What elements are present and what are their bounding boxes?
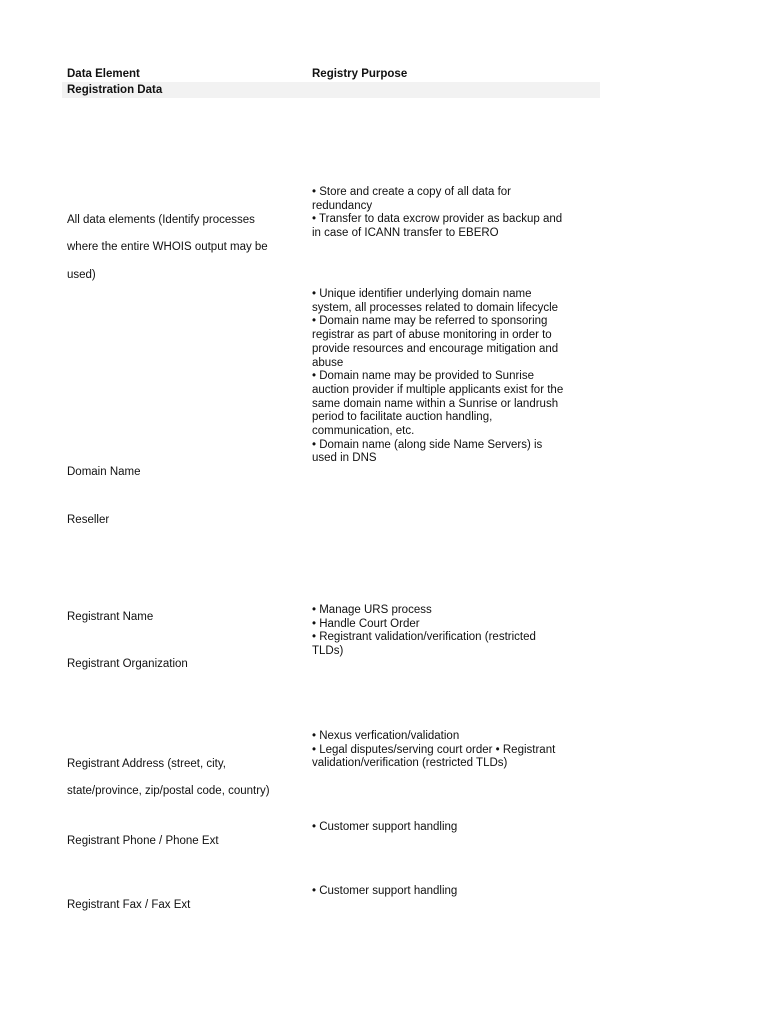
purpose-line: TLDs) — [312, 645, 344, 658]
purpose-cell — [312, 730, 602, 771]
purpose-line: period to facilitate auction handling, — [312, 411, 493, 424]
purpose-line: • Handle Court Order — [312, 617, 420, 630]
element-cell — [67, 452, 302, 493]
element-cell — [67, 744, 302, 813]
purpose-line: • Manage URS process — [312, 604, 432, 616]
purpose-cell — [312, 885, 602, 899]
purpose-line: validation/verification (restricted TLDs) — [312, 757, 508, 770]
element-line: Registrant Phone / Phone Ext — [67, 834, 219, 847]
element-line: Registrant Address (street, city, — [67, 757, 226, 770]
purpose-line: • Transfer to data excrow provider as backup and — [312, 213, 563, 226]
purpose-line: provide resources and encourage mitigation and — [312, 342, 559, 355]
element-line: Domain Name — [67, 465, 141, 478]
element-cell — [67, 200, 302, 296]
element-line: All data elements (Identify processes — [67, 213, 255, 226]
purpose-line: in case of ICANN transfer to EBERO — [312, 227, 499, 240]
purpose-cell — [312, 186, 602, 241]
purpose-line: auction provider if multiple applicants exist for the — [312, 383, 564, 396]
element-cell — [67, 644, 302, 685]
purpose-line: • Domain name (along side Name Servers) is — [312, 438, 543, 451]
section-label-registration-data: Registration Data — [67, 84, 163, 96]
purpose-line: • Registrant validation/verification (restricted — [312, 631, 536, 644]
purpose-line: • Domain name may be referred to sponsoring — [312, 315, 548, 328]
purpose-line: • Unique identifier underlying domain name — [312, 288, 532, 300]
purpose-line: system, all processes related to domain lifecycle — [312, 301, 559, 314]
purpose-line: communication, etc. — [312, 425, 415, 438]
purpose-cell — [312, 821, 602, 835]
column-header-registry-purpose: Registry Purpose — [312, 68, 408, 80]
purpose-line: abuse — [312, 356, 344, 369]
element-cell — [67, 597, 302, 638]
element-line: state/province, zip/postal code, country) — [67, 785, 270, 798]
element-cell — [67, 885, 302, 926]
purpose-line: • Store and create a copy of all data for — [312, 186, 512, 198]
purpose-cell — [312, 288, 602, 466]
purpose-line: used in DNS — [312, 452, 377, 465]
column-header-data-element: Data Element — [67, 68, 140, 80]
purpose-line: redundancy — [312, 199, 373, 212]
purpose-line: • Customer support handling — [312, 821, 458, 833]
element-line: used) — [67, 268, 96, 281]
element-line: Registrant Name — [67, 610, 154, 623]
purpose-line: • Customer support handling — [312, 885, 458, 897]
element-cell — [67, 500, 302, 541]
purpose-line: registrar as part of abuse monitoring in order to — [312, 329, 552, 342]
element-line: Registrant Fax / Fax Ext — [67, 898, 191, 911]
purpose-line: same domain name within a Sunrise or landrush — [312, 397, 559, 410]
purpose-line: • Domain name may be provided to Sunrise — [312, 370, 534, 383]
purpose-line: • Legal disputes/serving court order • Registrant — [312, 743, 556, 756]
element-cell — [67, 821, 302, 862]
element-line: where the entire WHOIS output may be — [67, 241, 268, 254]
element-line: Reseller — [67, 513, 110, 526]
purpose-cell — [312, 604, 602, 659]
purpose-line: • Nexus verfication/validation — [312, 730, 460, 742]
element-line: Registrant Organization — [67, 657, 188, 670]
